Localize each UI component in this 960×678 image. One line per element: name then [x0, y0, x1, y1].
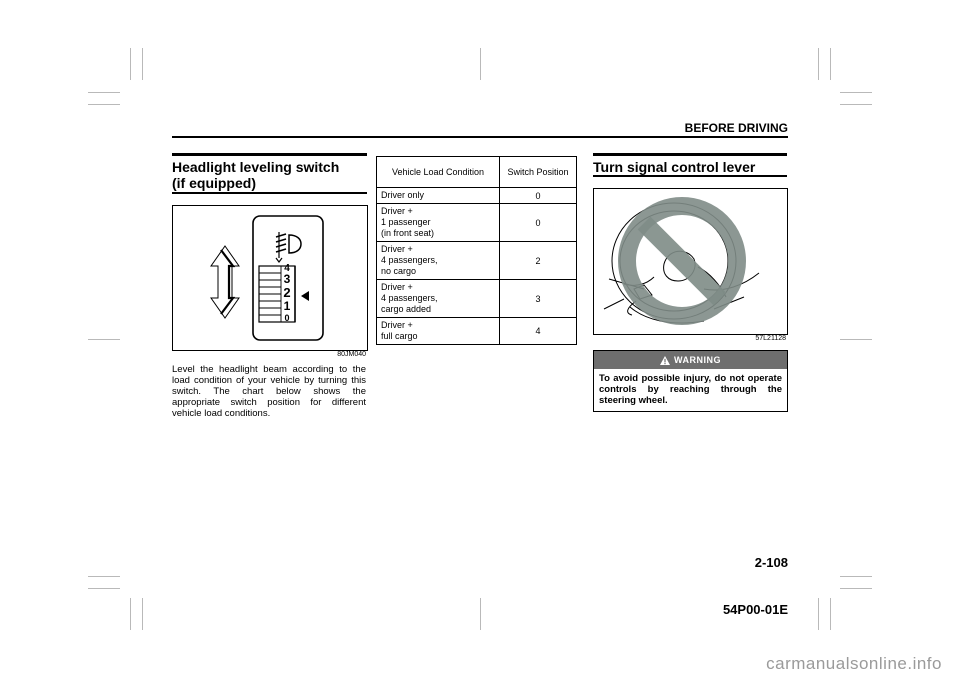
section-title-line: Headlight leveling switch [172, 159, 340, 175]
crop-mark [142, 48, 143, 80]
crop-mark [480, 48, 481, 80]
condition-cell: Driver + full cargo [377, 318, 500, 345]
section-top-rule [172, 153, 367, 156]
crop-mark [830, 48, 831, 80]
section-title-line: (if equipped) [172, 175, 256, 191]
crop-mark [130, 598, 131, 630]
crop-mark [88, 92, 120, 93]
figure-id: 57L21128 [755, 335, 786, 342]
steering-wheel-illustration [594, 189, 787, 334]
section-title: Turn signal control lever [593, 159, 756, 175]
crop-mark [840, 588, 872, 589]
watermark: carmanualsonline.info [766, 654, 942, 673]
column-header: Vehicle Load Condition [377, 157, 500, 188]
position-cell: 2 [500, 242, 577, 280]
position-cell: 4 [500, 318, 577, 345]
crop-mark [142, 598, 143, 630]
prohibition-icon [627, 206, 737, 316]
crop-mark [818, 598, 819, 630]
crop-mark [840, 92, 872, 93]
crop-mark [830, 598, 831, 630]
load-condition-table [376, 156, 577, 345]
crop-mark [130, 48, 131, 80]
section-top-rule [593, 153, 787, 156]
crop-mark [88, 339, 120, 340]
table-row [377, 188, 577, 204]
section-bottom-rule [593, 175, 787, 177]
condition-cell: Driver + 1 passenger (in front seat) [377, 204, 500, 242]
crop-mark [88, 588, 120, 589]
condition-cell: Driver + 4 passengers, cargo added [377, 280, 500, 318]
position-cell: 0 [500, 188, 577, 204]
crop-mark [88, 104, 120, 105]
crop-mark [840, 576, 872, 577]
scale-number: 2 [283, 285, 291, 300]
condition-cell: Driver + 4 passengers, no cargo [377, 242, 500, 280]
scale-number: 1 [283, 299, 291, 313]
warning-triangle-icon [660, 356, 670, 365]
position-cell: 0 [500, 204, 577, 242]
document-code: 54P00-01E [722, 602, 788, 617]
page-number: 2-108 [754, 555, 788, 570]
warning-text: To avoid possible injury, do not operate controls by reaching through the steering wheel. [599, 373, 782, 406]
crop-mark [480, 598, 481, 630]
condition-cell: Driver only [377, 188, 500, 204]
column-header: Switch Position [500, 157, 577, 188]
crop-mark [840, 339, 872, 340]
crop-mark [840, 104, 872, 105]
table-row [377, 280, 577, 318]
header-rule [172, 136, 788, 138]
scale-number: 0 [284, 313, 290, 323]
warning-header [594, 351, 787, 369]
running-header: BEFORE DRIVING [684, 121, 788, 135]
body-paragraph: Level the headlight beam according to the load condition of your vehicle by turning this switch. The chart below shows the appropriate switch position for different vehicle load conditions. [172, 364, 366, 419]
turn-signal-figure [593, 188, 788, 335]
figure-id: 80JM040 [337, 351, 366, 358]
scale-number: 3 [283, 272, 291, 286]
scale-number: 4 [284, 263, 290, 274]
section-title [172, 159, 339, 191]
headlight-switch-illustration [173, 206, 367, 350]
crop-mark [88, 576, 120, 577]
section-bottom-rule [172, 192, 367, 194]
table-row [377, 204, 577, 242]
table-row [377, 318, 577, 345]
table-row [377, 242, 577, 280]
double-arrow-icon [211, 246, 239, 318]
crop-mark [818, 48, 819, 80]
warning-box [593, 350, 788, 412]
warning-label: WARNING [674, 355, 721, 365]
position-cell: 3 [500, 280, 577, 318]
headlight-switch-figure [172, 205, 368, 351]
table-header-row [377, 157, 577, 188]
